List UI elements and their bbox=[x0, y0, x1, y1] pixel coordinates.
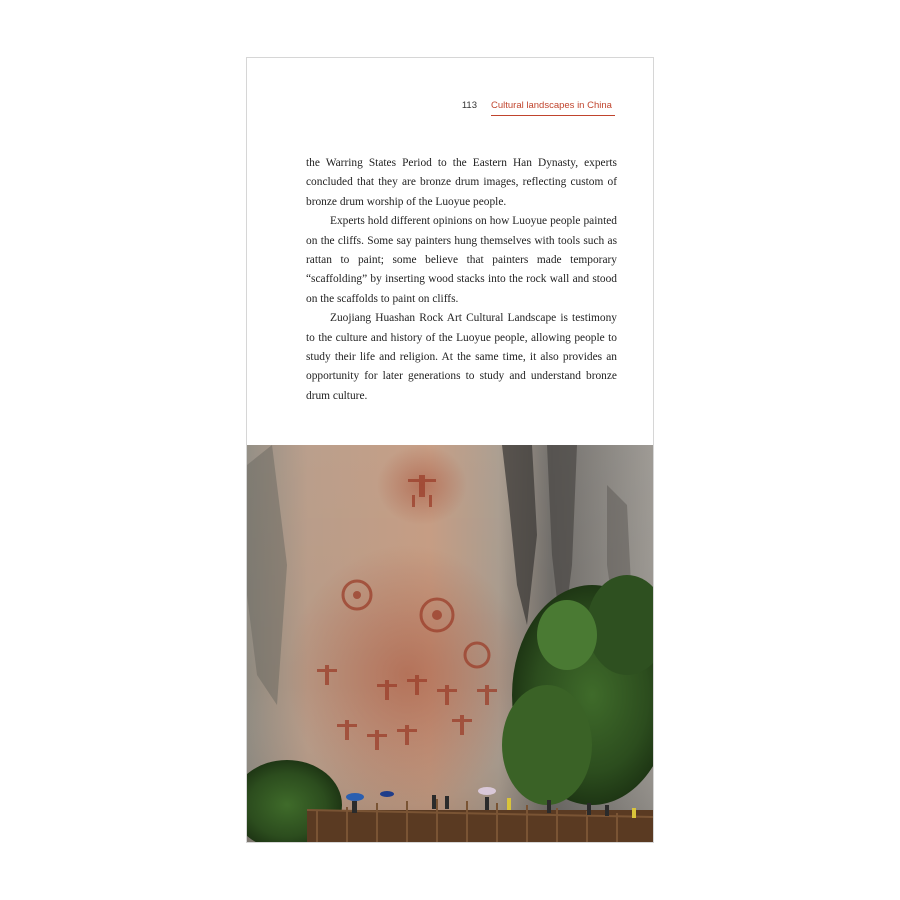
cliff-photo-illustration bbox=[247, 445, 653, 843]
body-text bbox=[306, 154, 617, 406]
paragraph-3: Zuojiang Huashan Rock Art Cultural Landscape is testimony to the culture and history of the Luoyue people, allowing people to study their life and religion. At the same time, it also provides an opportunity for later generations to study and understand bronze drum culture. bbox=[306, 312, 617, 402]
paragraph-2: Experts hold different opinions on how Luoyue people painted on the cliffs. Some say painters hung themselves with tools such as rattan to paint; some believe that painters made temporary “scaffolding” by inserting wood stacks into the rock wall and stood on the scaffolds to paint on cliffs. bbox=[306, 215, 617, 305]
paragraph-1: the Warring States Period to the Eastern Han Dynasty, experts concluded that they are bronze drum images, reflecting custom of bronze drum worship of the Luoyue people. bbox=[306, 157, 617, 208]
book-page bbox=[246, 57, 654, 843]
section-title: Cultural landscapes in China bbox=[491, 100, 615, 116]
page-number: 113 bbox=[461, 100, 477, 111]
running-head bbox=[247, 100, 615, 116]
rock-art-photo bbox=[247, 445, 653, 843]
